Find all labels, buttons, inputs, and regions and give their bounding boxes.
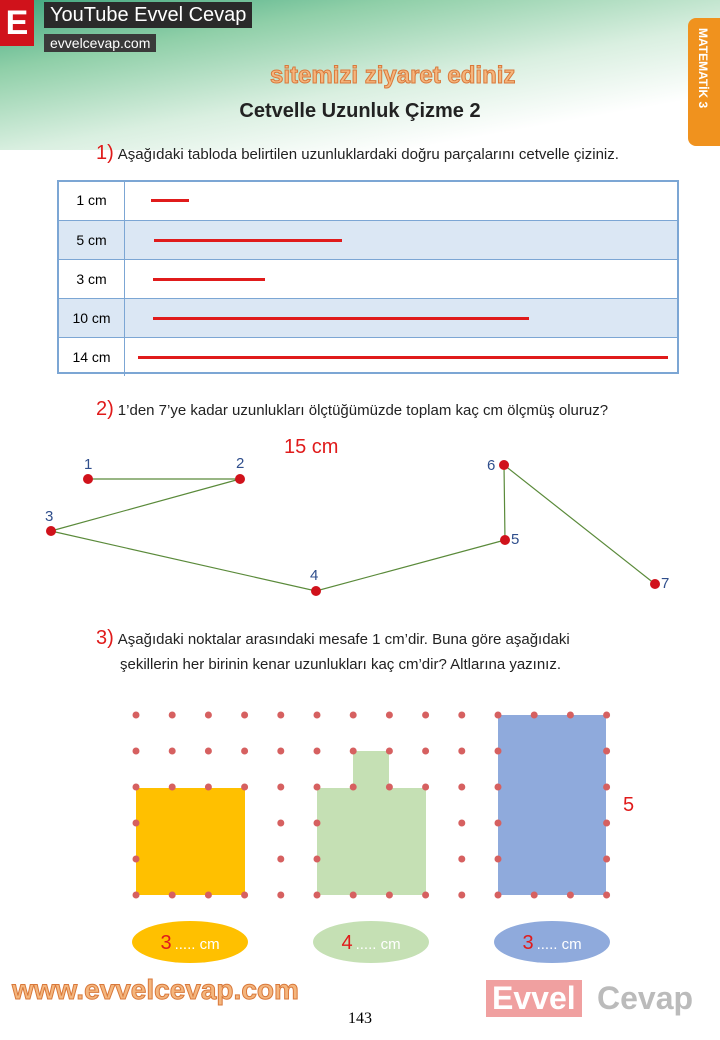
grid-dot [314,892,321,899]
grid-dot [458,892,465,899]
point-label: 1 [84,456,93,473]
point-label: 2 [236,455,245,472]
grid-dot [169,784,176,791]
grid-dot [531,712,538,719]
grid-dot [277,712,284,719]
path-line [51,465,655,591]
point-4 [311,586,321,596]
question-3 [96,626,570,677]
grid-dot [133,748,140,755]
grid-dot [350,748,357,755]
grid-dot [169,748,176,755]
grid-dot [277,748,284,755]
grid-dot [603,712,610,719]
grid-dot [241,892,248,899]
grid-dot [205,892,212,899]
question-text: şekillerin her birinin kenar uzunlukları kaç cm’dir? Altlarına yazınız. [120,656,562,673]
point-6 [499,460,509,470]
grid-dot [458,748,465,755]
answer: 4 [341,932,353,954]
grid-dot [603,748,610,755]
grid-dot [241,712,248,719]
grid-dot [386,748,393,755]
question-number: 3) [96,627,114,649]
grid-dot [205,748,212,755]
grid-dot [314,748,321,755]
grid-dot [205,712,212,719]
grid-dot [422,712,429,719]
question-number: 1) [96,142,114,164]
answer-oval [313,921,429,963]
question-text: 1’den 7’ye kadar uzunlukları ölçtüğümüzde toplam kaç cm ölçmüş oluruz? [117,402,609,419]
point-2 [235,474,245,484]
green-shape [317,751,426,895]
point-label: 3 [45,508,54,525]
blue-rectangle [498,715,606,895]
grid-dot [495,748,502,755]
question-text: Aşağıdaki tabloda belirtilen uzunluklardaki doğru parçalarını cetvelle çiziniz. [117,146,619,163]
grid-dot [241,784,248,791]
youtube-label: YouTube Evvel Cevap [44,2,252,28]
grid-dot [133,856,140,863]
page-number: 143 [348,1010,372,1027]
blank: ..... cm [536,936,582,953]
grid-dot [133,712,140,719]
grid-dot [422,748,429,755]
grid-dot [531,892,538,899]
grid-dot [277,820,284,827]
logo: E [0,0,34,46]
grid-dot [603,784,610,791]
grid-dot [495,820,502,827]
point-7 [650,579,660,589]
side-answer: 5 [623,794,635,816]
site-label: evvelcevap.com [44,34,156,52]
answer: 3 [522,932,534,954]
row-label: 5 cm [59,221,125,259]
grid-dot [314,712,321,719]
point-label: 6 [487,457,496,474]
grid-dot [169,712,176,719]
grid-dot [350,892,357,899]
grid-dot [603,820,610,827]
grid-dot [495,856,502,863]
question-number: 2) [96,398,114,420]
grid-dot [133,784,140,791]
point-3 [46,526,56,536]
grid-dot [386,892,393,899]
watermark: sitemizi ziyaret ediniz [270,62,516,89]
grid-dot [458,784,465,791]
watermark: www.evvelcevap.com [12,974,299,1005]
grid-dot [422,892,429,899]
grid-dot [350,784,357,791]
point-label: 7 [661,575,670,592]
grid-dot [205,784,212,791]
grid-dot [133,892,140,899]
grid-dot [603,856,610,863]
blank: ..... cm [355,936,401,953]
grid-dot [458,856,465,863]
point-label: 5 [511,531,520,548]
grid-dot [495,892,502,899]
grid-dot [241,748,248,755]
blank: ..... cm [174,936,220,953]
row-label: 14 cm [59,338,125,376]
grid-dot [350,712,357,719]
grid-dot [422,784,429,791]
row-label: 3 cm [59,260,125,298]
grid-dot [277,784,284,791]
grid-dot [495,712,502,719]
subject-label: MATEMATİK 3 [696,28,710,109]
grid-dot [386,784,393,791]
grid-dot [603,892,610,899]
grid-dot [314,820,321,827]
page-title: Cetvelle Uzunluk Çizme 2 [239,100,481,122]
grid-dot [567,712,574,719]
orange-square [136,788,245,895]
point-5 [500,535,510,545]
grid-dot [495,784,502,791]
answer-oval [132,921,248,963]
grid-dot [169,892,176,899]
grid-dot [277,856,284,863]
grid-dot [277,892,284,899]
point-label: 4 [310,567,319,584]
grid-dot [458,712,465,719]
grid-dot [386,712,393,719]
point-1 [83,474,93,484]
brand-cevap: Cevap [597,980,694,1016]
question-text: Aşağıdaki noktalar arasındaki mesafe 1 cm’dir. Buna göre aşağıdaki [117,631,570,648]
row-label: 1 cm [59,181,125,220]
row-label: 10 cm [59,299,125,337]
grid-dot [314,856,321,863]
answer-text: 15 cm [284,436,339,458]
grid-dot [567,892,574,899]
answer: 3 [160,932,172,954]
grid-dot [458,820,465,827]
grid-dot [133,820,140,827]
grid-dot [314,784,321,791]
answer-oval [494,921,610,963]
brand-evvel: Evvel [486,980,582,1017]
